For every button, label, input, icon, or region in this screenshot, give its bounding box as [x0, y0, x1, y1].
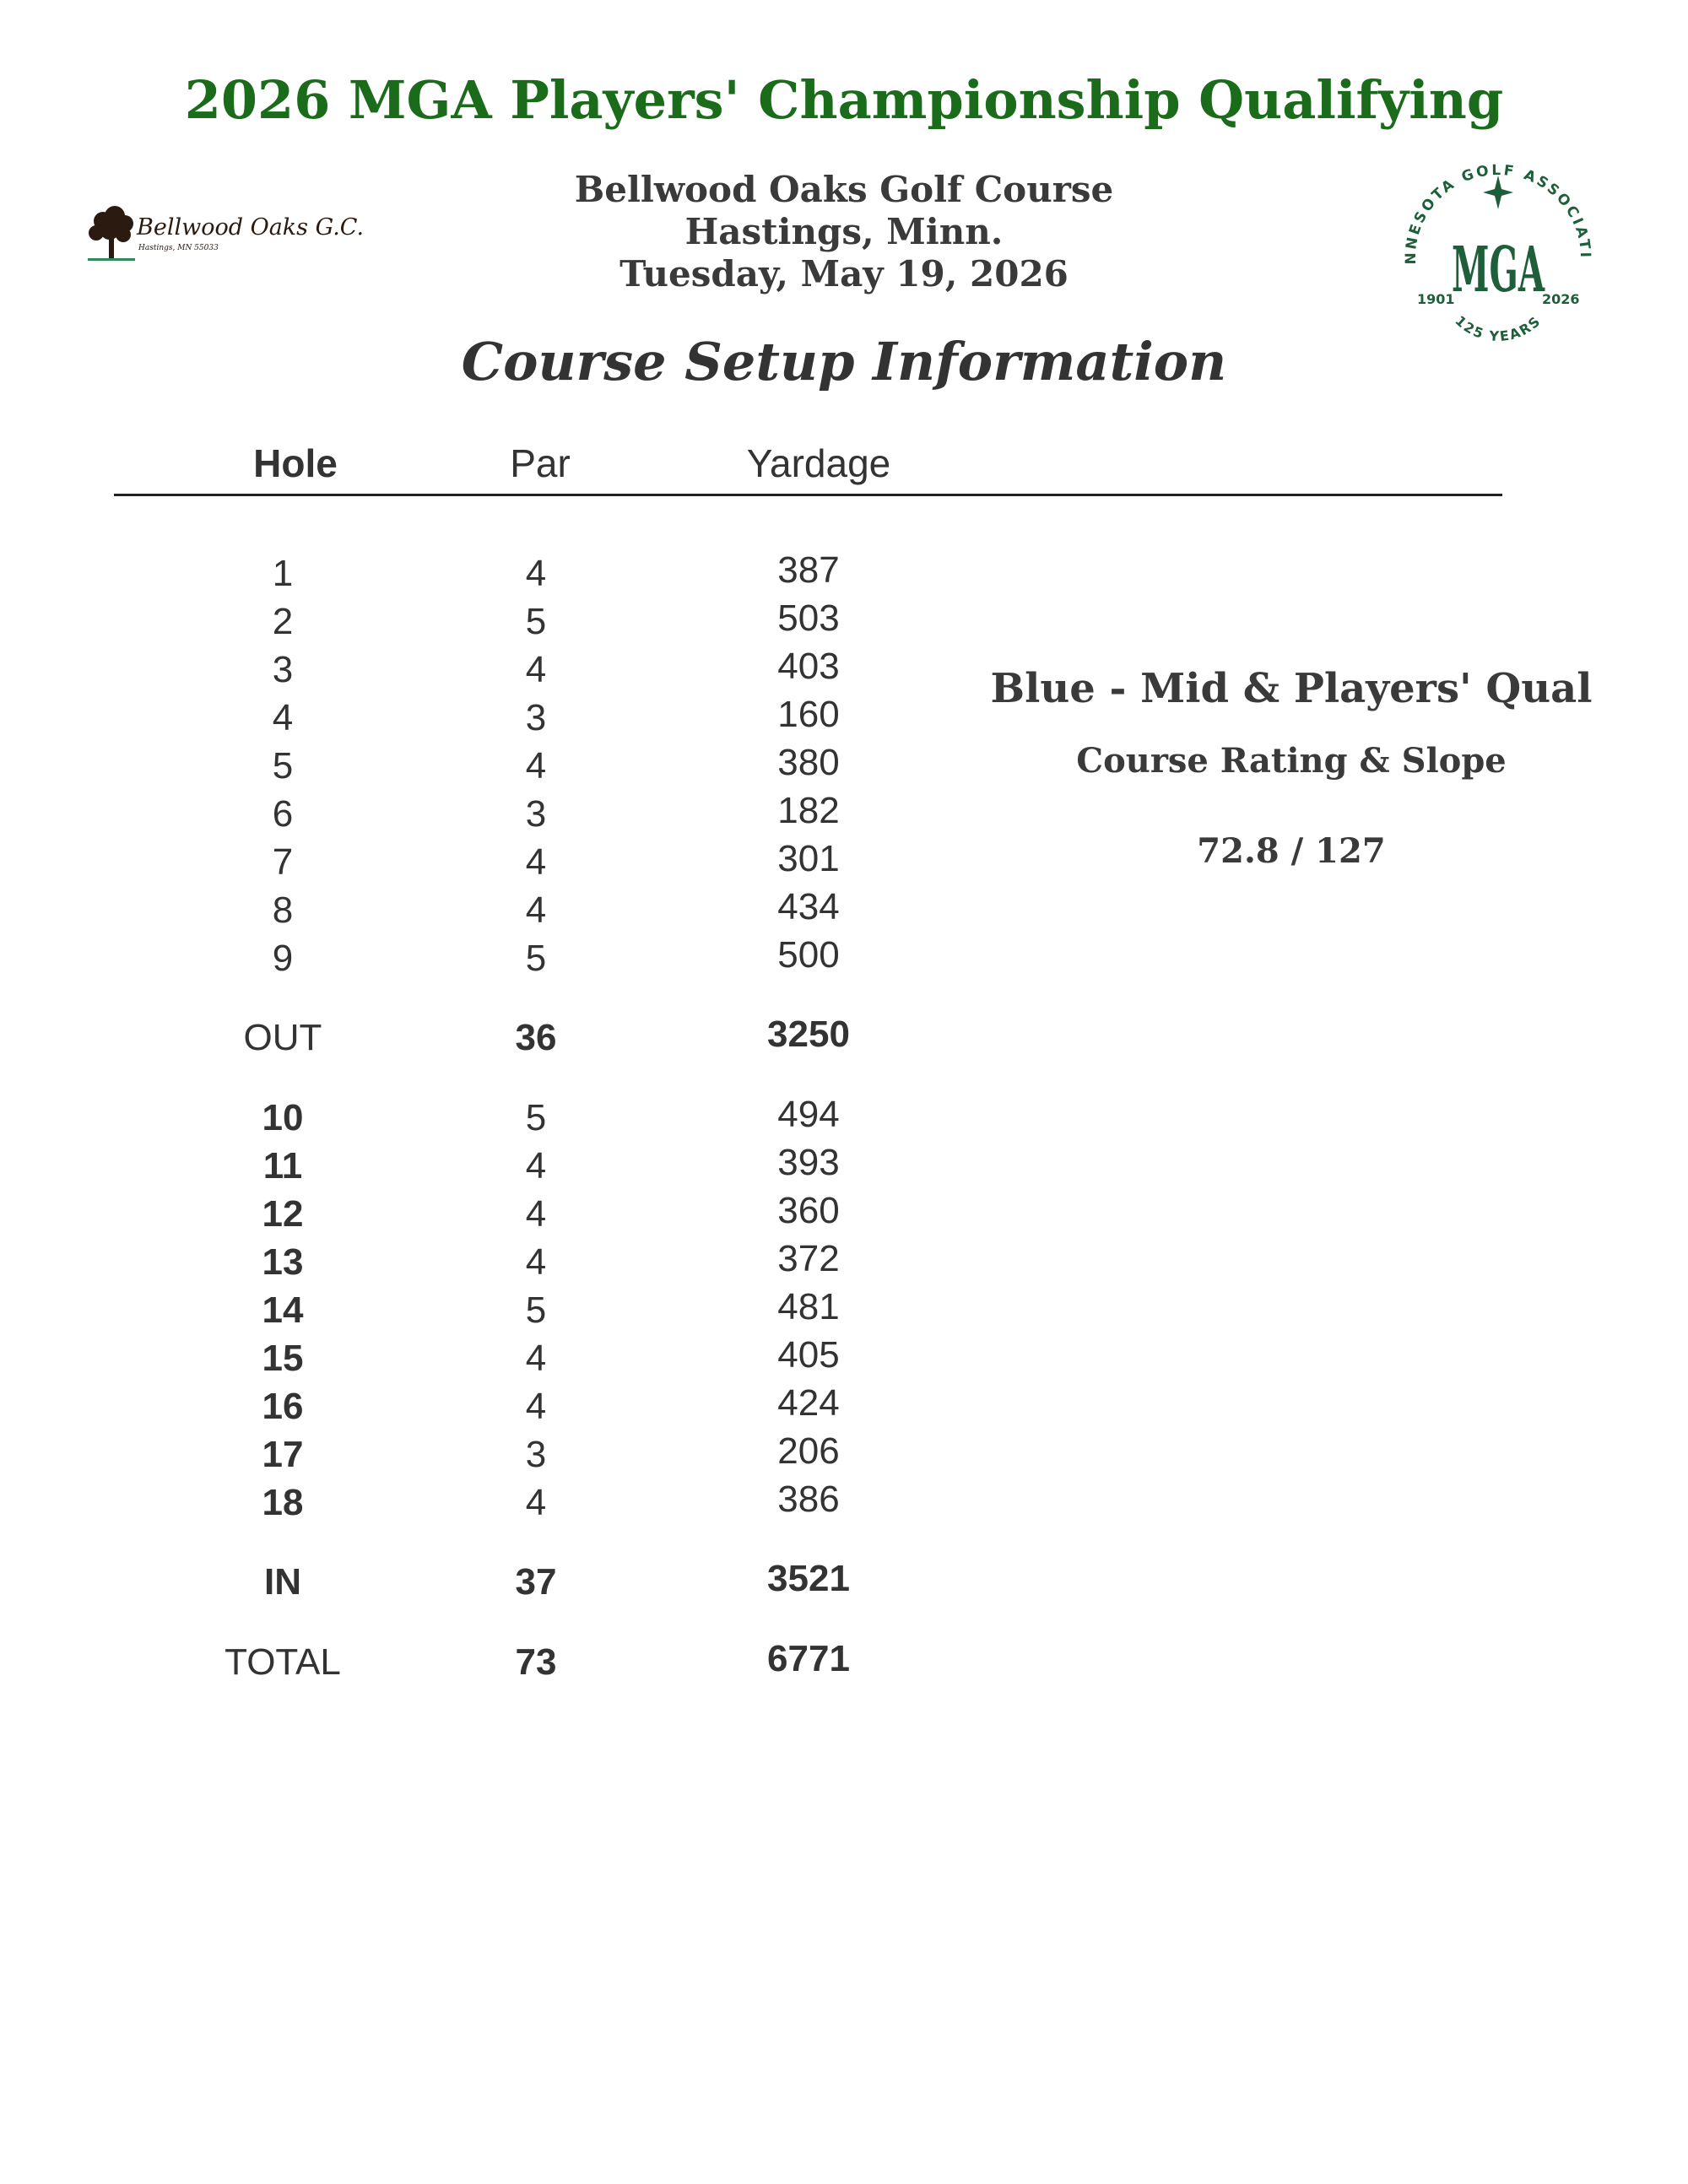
hole-par: 4 [525, 1241, 547, 1283]
page-title: 2026 MGA Players' Championship Qualifying [184, 69, 1504, 131]
subtotal-par: 37 [515, 1561, 557, 1603]
mga-logo [1397, 152, 1599, 346]
hole-par: 3 [525, 697, 547, 738]
hole-yardage: 387 [777, 549, 840, 591]
hole-par: 3 [525, 793, 547, 835]
event-date: Tuesday, May 19, 2026 [619, 253, 1069, 295]
table-row [0, 1238, 1688, 1285]
tee-name: Blue - Mid & Players' Qual [990, 665, 1593, 712]
hole-yardage: 160 [777, 694, 840, 735]
star-icon [1483, 176, 1513, 209]
hole-yardage: 182 [777, 790, 840, 831]
subtotal-label: OUT [243, 1017, 322, 1058]
hole-number: 3 [272, 649, 294, 690]
total-row [0, 1638, 1688, 1685]
hole-yardage: 206 [777, 1430, 840, 1472]
hole-yardage: 434 [777, 886, 840, 927]
hole-number: 17 [262, 1434, 304, 1475]
hole-yardage: 405 [777, 1334, 840, 1376]
table-row [0, 1334, 1688, 1381]
hole-par: 4 [525, 841, 547, 883]
mga-year-right: 2026 [1542, 291, 1580, 307]
hole-yardage: 503 [777, 597, 840, 639]
hole-number: 4 [272, 697, 294, 738]
hole-number: 12 [262, 1193, 304, 1235]
total-par: 73 [515, 1641, 557, 1683]
hole-par: 5 [525, 601, 547, 642]
rating-value: 72.8 / 127 [1197, 831, 1386, 871]
hole-yardage: 380 [777, 742, 840, 783]
subtotal-row-out [0, 1014, 1688, 1061]
total-label: TOTAL [225, 1641, 341, 1683]
hole-par: 4 [525, 1386, 547, 1427]
hole-yardage: 301 [777, 838, 840, 879]
mga-ring-text: NNESOTA GOLF ASSOCIATI [1402, 161, 1594, 265]
subtotal-yardage: 3521 [767, 1558, 850, 1599]
column-header-hole: Hole [253, 441, 338, 485]
hole-number: 18 [262, 1482, 304, 1523]
table-row [0, 1479, 1688, 1526]
hole-yardage: 386 [777, 1479, 840, 1520]
hole-par: 4 [525, 1338, 547, 1379]
subtotal-par: 36 [515, 1017, 557, 1058]
subtotal-yardage: 3250 [767, 1014, 850, 1055]
hole-yardage: 393 [777, 1142, 840, 1183]
hole-par: 5 [525, 938, 547, 979]
course-logo-address: Hastings, MN 55033 [138, 244, 219, 252]
hole-par: 5 [525, 1289, 547, 1331]
mga-seal-icon [1397, 152, 1599, 346]
hole-number: 6 [272, 793, 294, 835]
venue-name: Bellwood Oaks Golf Course [574, 169, 1114, 210]
hole-number: 7 [272, 841, 294, 883]
table-row [0, 597, 1688, 645]
table-row [0, 1142, 1688, 1189]
hole-number: 9 [272, 938, 294, 979]
hole-yardage: 360 [777, 1190, 840, 1231]
table-row [0, 1190, 1688, 1237]
table-row [0, 934, 1688, 981]
mga-year-left: 1901 [1417, 291, 1455, 307]
hole-yardage: 403 [777, 646, 840, 687]
hole-yardage: 481 [777, 1286, 840, 1327]
hole-number: 15 [262, 1338, 304, 1379]
header-divider [114, 494, 1502, 496]
venue-city: Hastings, Minn. [684, 211, 1004, 252]
column-header-par: Par [510, 441, 571, 485]
hole-par: 4 [525, 1482, 547, 1523]
hole-par: 4 [525, 1193, 547, 1235]
table-row [0, 886, 1688, 933]
hole-par: 4 [525, 649, 547, 690]
column-header-yardage: Yardage [746, 441, 891, 485]
subtotal-row-in [0, 1558, 1688, 1605]
table-row [0, 1382, 1688, 1430]
hole-yardage: 424 [777, 1382, 840, 1424]
hole-par: 4 [525, 1145, 547, 1187]
course-logo-name: Bellwood Oaks G.C. [137, 214, 365, 241]
mga-monogram: MGA [1452, 234, 1545, 306]
hole-par: 3 [525, 1434, 547, 1475]
mga-anniversary: 125 YEARS [1452, 312, 1545, 345]
hole-number: 11 [262, 1145, 303, 1187]
hole-par: 4 [525, 553, 547, 594]
hole-par: 4 [525, 889, 547, 931]
total-yardage: 6771 [767, 1638, 850, 1679]
hole-yardage: 494 [777, 1094, 840, 1135]
table-row [0, 1430, 1688, 1478]
section-title: Course Setup Information [461, 331, 1227, 392]
subtotal-label: IN [264, 1561, 301, 1603]
hole-number: 1 [272, 553, 294, 594]
hole-par: 4 [525, 745, 547, 787]
hole-yardage: 500 [777, 934, 840, 976]
hole-number: 8 [272, 889, 294, 931]
hole-number: 2 [272, 601, 294, 642]
hole-number: 14 [262, 1289, 304, 1331]
hole-number: 13 [262, 1241, 304, 1283]
hole-number: 10 [262, 1097, 304, 1138]
hole-number: 5 [272, 745, 294, 787]
table-row [0, 1286, 1688, 1333]
table-row [0, 549, 1688, 597]
rating-label: Course Rating & Slope [1076, 741, 1507, 781]
hole-number: 16 [262, 1386, 304, 1427]
hole-par: 5 [525, 1097, 547, 1138]
hole-yardage: 372 [777, 1238, 840, 1279]
table-row [0, 1094, 1688, 1141]
